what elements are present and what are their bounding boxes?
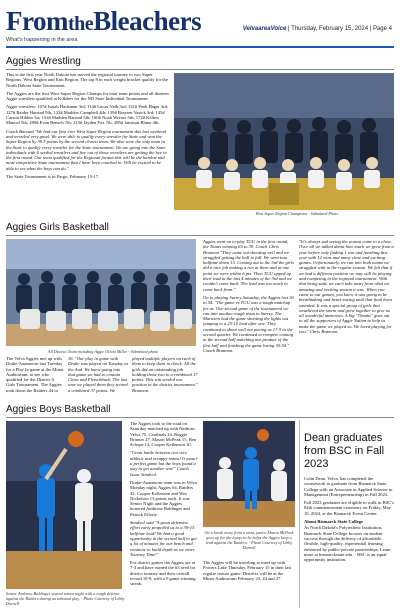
wrestling-article: [6, 72, 169, 207]
sidebar-paragraph: Fall 2023 graduates are eligible to walk in BSC's 84th commencement ceremony on Friday, May 10, 2024, at the Bismarck Event Center.: [304, 500, 394, 516]
boys-caption-mid: On a break away from a steal, junior Mason McPeak goes up for the layup so he helps the Aggies keep a lead against the Raiders. - Photo Courtesy of Libby Darnell: [204, 530, 294, 550]
girls-caption: All District Team including Aggie Olivia Miller - Submitted photo: [47, 349, 159, 354]
wrestling-rule: [6, 69, 394, 70]
boys-col-2-b: "Great battle between two very athletic and scrappy teams! It wasn't a perfect game but the boys found a way to get another win!" Coach Isaac Sandvol.: [130, 450, 198, 477]
sidebar-title: Dean graduates from BSC in Fall 2023: [304, 432, 385, 470]
wrestling-paragraph: The Aggies are the first West Super Region Champs for total team points and all thirteen Aggie wrestlers qualified at Killdeer for the ND State Individual Tournament.: [6, 90, 169, 102]
girls-col-3: played multiple players on each of them to keep them in check. All the girls did an outstanding job holding those two to a combined 17 points. This win seeded our position in the district tournament." Brannon.: [132, 356, 198, 393]
girls-rule: [6, 235, 394, 236]
girls-col-4-text: Aggies went on to play TGU in the first round, the Titans winning 63 to 39. Coach Chris Brannon "They came out shooting well and we struggled getting the ball to fall. We went into halftime down 15. Coming out in the 3rd the girls did a nice job making a run at them and at one point we were within 6 pts. Then TGU upped up their lead in the last 4 minutes of the 3rd and we couldn't come back. The lead was too much to come back from.": [203, 239, 294, 292]
wrestling-paragraph: Aggie wrestlers: 107# Isaiah Hackman 3rd; 114# Lucas Nelk 3rd; 121# Peeb Hager 3rd; 127# Raider Harstad 5th; 133# Maddox Campbell 4th; 139# Brayten Vasick 3rd; 145# Carson Hilden 1st; 152# Madden Barstad 5th; 160# Noah Werner 5th; 172# Kelton Mancel 5th; 189# Evan Rensch 7th; 215# Jayden Fox 7th; 285# Jamison Rhine 4th.: [6, 104, 169, 126]
wrestling-caption: West Super Region Champions - Submitted Photo: [255, 211, 339, 216]
boys-col-2-e: For district games the Aggies are at 7-3 and have earned the #3 seed for district tourney and their overall record 10-9, with a 9 game winning streak.: [130, 560, 196, 587]
girls-col-4b-text: On to playing Surrey Saturday, the Aggies lost 30 to 54. "The game vs TGU was a tough matchup for us. Our second game of the tournament we ran into another tough team in Surrey. The Mariners had the game shooting the lights out jumping to a 25-10 lead after one. They continued to shoot well out pacing us 17-5 in the second quarter. We continued to compete coming in the second half matching our product of the first half and finishing the game losing 30-54." Coach Brannon.: [203, 294, 294, 353]
wrestling-paragraph: The State Tournament is in Fargo, February 15-17.: [6, 174, 100, 180]
girls-col-4: [203, 239, 295, 411]
boys-layup-art: [203, 421, 295, 527]
boys-col-3: The Aggies will be traveling to meet up with Powers Lake Thursday, February 15 in their last regular season game. Districts will be at the Minot Auditorium February 23, 24 and 27.: [203, 560, 292, 581]
masthead-tagline: What's happening in the area: [6, 37, 78, 43]
sidebar-about: As North Dakota's Polytechnic Institution, Bismarck State College focuses on student success through the delivery of affordable, flexible, high-quality, experiential learning enhanced by public-private partnerships. Learn more at bismarckstate.edu. - BSC is an equal opportunity institution.: [304, 525, 391, 563]
boys-col-2-d: Sandvol said "A great defensive effort early propelled us to a 39-15 halftime lead! We had a good opportunity in the second half to get a lot of minutes for our bench and continue to build depth as we enter Tourney Time!": [130, 520, 197, 557]
masthead: [0, 0, 400, 48]
boys-rule: [6, 417, 394, 418]
masthead-dateline: VelvaareaVoice | Thursday, February 15, 2024 | Page 4: [242, 26, 392, 32]
girls-team-photo: [6, 239, 196, 346]
sidebar-paragraph: Colin Dean, Velva, has completed the coursework to graduate from Bismarck State College with an Associate in Applied Science in Management (Entrepreneurship) in Fall 2023.: [304, 476, 393, 497]
masthead-rule: [6, 46, 394, 48]
sidebar-divider: [299, 420, 300, 608]
sidebar-about-heading: About Bismarck State College: [304, 519, 363, 525]
boys-senior-photo: [6, 421, 122, 589]
boys-caption-left: Senior Ambrose Baldinger soared senior night with a tough defense against the Raiders during an inbound play. - Photo Courtesy of Libby Darnell: [6, 591, 125, 606]
boys-layup-photo: [203, 421, 295, 527]
boys-col-2-c: Drake-Anamoose team was in Velva Monday night, Aggies 64, Raiders 42. Cooper Kellenson and Wes Nickelson 13 points each. It was Senior Night and the Aggies honored Ambrose Baldinger and Patrick Effertz.: [130, 479, 198, 517]
boys-photo-art: [6, 421, 122, 589]
boys-col-2-a: The Aggies took to the road on Saturday matched up with Nedrose. Velva 75, Cardinals 44. Reggie Brinner 27, Mason McPeak 15, Ben Schope 14, Cooper Kellenson 10.: [130, 421, 197, 448]
boys-col-2: [130, 421, 198, 608]
girls-heading: Aggies Girls Basketball: [6, 222, 109, 233]
wrestling-quote: Coach Barstad "We had our first ever West Super Region tournament this last weekend and wrestled very good. We were able to qualify every wrestler for State and won the Super Region by 39.5 points by the second closest team. We also were the only team in the State to qualify every wrestler for the State tournament. We are going into the State individuals with 6 seeded wrestlers and five out of those wrestlers are getting the bye in the first round. Our team qualified for the Regional format this will be the hardest and most competitive State tournament that I have been coached in. Will be excited to be able to see what the boys can do.": [6, 128, 167, 171]
girls-col-1: The Velva Aggies met up with Drake-Anamoose last Tuesday for a Play In game at the Minot Auditorium, to see who qualified for the District 6 Girls Tournament. The Aggies took down the Raiders 44 to: [6, 356, 64, 393]
masthead-title: FromtheBleachers: [6, 6, 202, 36]
girls-col-2: 36. "Our play in game with Drake was played on Tuesday at the Aud. We knew going into that game we had to contain Clara and Fleischbach. The last time we played them they scored a combined 37 points. We: [68, 356, 128, 393]
wrestling-heading: Aggies Wrestling: [6, 56, 81, 67]
wrestling-team-photo: [174, 73, 394, 210]
girls-photo-art: [6, 239, 196, 346]
girls-col-5: "It's always sad seeing the season come to a close. Over all we talked about how much we grew from a year before only finding 1 win and finishing this year with 12 wins and many close and exciting games. Unfortunately, we ran into both teams we struggled with in the regular season. We felt that if we had a different position we may still be playing and competing in the regional tournament. With that being said, we can't take away from what an amazing and exciting season it was. When you came to our games, you knew it was going to be breathtaking and heart-racing until that final horn sounded. It was a special group of girls that weathered the storm and grew together to give us all wonderful memories. A big "Thanks" goes out to all the supporters of Aggie Nation to help us make the game we played so. We loved playing for you." Chris Brannon.: [299, 239, 394, 335]
wrestling-paragraph: This is the first year North Dakota has moved the regional tourney to two Super Regions, West Region and East Region. The top 8 in each weight bracket qualify for the North Dakota State Tournament.: [6, 72, 168, 88]
boys-heading: Aggies Boys Basketball: [6, 404, 111, 415]
wrestling-photo-art: [174, 73, 394, 210]
sidebar-article: [304, 476, 394, 610]
